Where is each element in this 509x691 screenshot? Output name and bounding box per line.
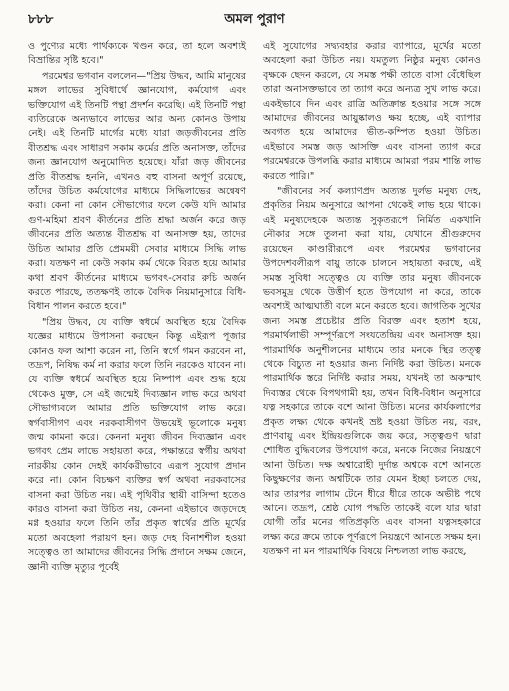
right-column (263, 40, 481, 560)
running-title: অমল পুরাণ (224, 12, 285, 27)
paragraph: ও পুণ্যের মধ্যে পার্থক্যকে খণ্ডন করে, তা হলে অবশ্যই বিভ্রান্তির সৃষ্টি হবে।" (28, 41, 246, 67)
left-column (28, 40, 246, 575)
paragraph: এই সুযোগের সদ্ব্যবহার করার ব্যাপারে, মূর্খের মতো অবহেলা করা উচিত নয়। যমতুল্য নিষ্ঠুর মনুষ্য কোনও বৃক্ষকে ছেদন করলে, যে সমস্ত পক্ষী তাতে বাসা বেঁধেছিল তারা অনাসক্তভাবে তা ত্যাগ করে অন্যত্র সুখ লাভ করে। একইভাবে দিন এবং রাত্রি অতিক্রান্ত হওয়ার সঙ্গে সঙ্গে আমাদের জীবনের আয়ুষ্কালও ক্ষয় হচ্ছে, এই ব্যাপার অবগত হয়ে আমাদের ভীত-কম্পিত হওয়া উচিত। এইভাবে সমস্ত জড় আসক্তি এবং বাসনা ত্যাগ করে পরমেশ্বরকে উপলব্ধি করার মাধ্যমে আমরা পরম শান্তি লাভ করতে পারি।" (263, 41, 481, 182)
paragraph: "প্রিয় উদ্ধব, যে ব্যক্তি স্বধর্মে অবস্থিত হয়ে বৈদিক যজ্ঞের মাধ্যমে উপাসনা করছেন কিন্তু এইরূপ পূজার কোনও ফল আশা করেন না, তিনি স্বর্গে গমন করবেন না, তদ্রূপ, নিষিদ্ধ কর্ম না করার ফলে তিনি নরকেও যাবেন না। যে ব্যক্তি স্বধর্মে অবস্থিত হয়ে নিষ্পাপ এবং শুদ্ধ হয়ে থেকেও মুক্ত, সে এই জন্মেই দিব্যজ্ঞান লাভ করে অথবা সৌভাগ্যবলে আমার প্রতি ভক্তিযোগ লাভ করে। স্বর্গবাসীগণ এবং নরকবাসীগণ উভয়েই ভূলোকে মনুষ্য জন্ম কামনা করে। কেননা মনুষ্য জীবন দিব্যজ্ঞান এবং ভগবৎ প্রেম লাভে সহায়তা করে, পক্ষান্তরে স্বর্গীয় অথবা নারকীয় কোন দেহই কার্যকরীভাবে এরূপ সুযোগ প্রদান করে না। কোন বিচক্ষণ ব্যক্তির স্বর্গ অথবা নরকবাসের বাসনা করা উচিত নয়। এই পৃথিবীর স্থায়ী বাসিন্দা হতেও কারও বাসনা করা উচিত নয়, কেননা এইভাবে জড়দেহে মগ্ন হওয়ার ফলে তিনি তাঁর প্রকৃত স্বার্থের প্রতি মূর্খের মতো অবহেলা পরায়ণ হন। জড় দেহ বিনাশশীল হওয়া সত্ত্বেও তা আমাদের জীবনের সিদ্ধি প্রদানে সক্ষম জেনে, জ্ঞানী ব্যক্তি মৃত্যুর পূর্বেই (28, 316, 246, 573)
paragraph: "জীবনের সর্ব কল্যাণপ্রদ অত্যন্ত দুর্লভ মনুষ্য দেহ, প্রকৃতির নিয়ম অনুসারে আপনা থেকেই লাভ হয়ে থাকে। এই মনুষ্যদেহকে অত্যন্ত সুকৃতরূপে নির্মিত একখানি নৌকার সঙ্গে তুলনা করা যায়, যেখানে শ্রীগুরুদেব রয়েছেন কাণ্ডারীরূপে এবং পরমেশ্বর ভগবানের উপদেশবলীরূপ বায়ু তাকে চালনে সহায়তা করছে, এই সমস্ত সুবিধা সত্ত্বেও যে ব্যক্তি তার মনুষ্য জীবনকে ভবসমুদ্র থেকে উত্তীর্ণ হতে উপযোগ না করে, তাকে অবশ্যই আত্মঘাতী বলে মনে করতে হবে। জাগতিক সুখের জন্য সমস্ত প্রচেষ্টার প্রতি বিরক্ত এবং হতাশ হয়ে, পরমার্থলাভী সম্পূর্ণরূপে সংযতেন্দ্রিয় এবং অনাসক্ত হয়। পারমার্থিক অনুশীলনের মাধ্যমে তার মনকে স্থির তত্ত্ব থেকে বিচ্যুত না হওয়ার জন্য নির্দিষ্ট করা উচিত। মনকে পারমার্থিক স্তরে নির্দিষ্ট করার সময়, যখনই তা অকস্মাৎ দিব্যস্তর থেকে বিপথগামী হয়, তখন বিধি-বিধান অনুসারে যত্ন সহকারে তাকে বশে আনা উচিত। মনের কার্যকলাপের প্রকৃত লক্ষ্য থেকে কখনই ভ্রষ্ট হওয়া উচিত নয়, বরং, প্রাণবায়ু এবং ইন্দ্রিয়গুলিকে জয় করে, সত্ত্বগুণ দ্বারা শোধিত বুদ্ধিবলের উপযোগ করে, মনকে নিজের নিয়ন্ত্রণে আনা উচিত। দক্ষ অশ্বারোহী দুর্দান্ত অশ্বকে বশে আনতে কিছুক্ষণের জন্য অশ্বটিকে তার যেমন ইচ্ছা চলতে দেয়, আর তারপর লাগাম টেনে ধীরে ধীরে তাকে অভীষ্ট পথে আনে। তদ্রূপ, শ্রেষ্ঠ যোগ পদ্ধতি তাকেই বলে যার দ্বারা যোগী তাঁর মনের গতিপ্রকৃতি এবং বাসনা যত্নসহকারে লক্ষ্য করে ক্রমে তাকে পূর্ণরূপে নিয়ন্ত্রণে আনতে সক্ষম হন। যতক্ষণ না মন পারমার্থিক বিষয়ে নিশ্চলতা লাভ করছে, (263, 186, 481, 558)
page-number: ৮৮৮ (28, 12, 54, 27)
page-header (28, 10, 481, 30)
paragraph: পরমেশ্বর ভগবান বললেন—"প্রিয় উদ্ধব, আমি মানুষের মঙ্গল লাভের সুবিধার্থে জ্ঞানযোগ, কর্মযোগ এবং ভক্তিযোগ এই তিনটি পন্থা প্রদর্শন করেছি। এই তিনটি পন্থা ব্যতিরেকে অন্যভাবে লাভের আর অন্য কোনও উপায় নেই। এই তিনটি মার্গের মধ্যে যারা জড়জীবনের প্রতি বীতশ্রদ্ধ এবং সাধারণ সকাম কর্মের প্রতি অনাসক্ত, তাঁদের জন্য জ্ঞানযোগ অনুমোদিত হয়েছে। যাঁরা জড় জীবনের প্রতি বীতশ্রদ্ধ হননি, এখনও বহু বাসনা অপূর্ণ রয়েছে, তাঁদের উচিত কর্মযোগের মাধ্যমে সিদ্ধিলাভের অন্বেষণ করা। কেনা না কোন সৌভাগ্যের ফলে কেউ যদি আমার গুণ-মহিমা শ্রবণ কীর্তনের প্রতি শ্রদ্ধা অর্জন করে জড় জীবনের প্রতি অত্যন্ত বীতশ্রদ্ধ বা অনাসক্ত হয়, তাদের উচিত আমার প্রতি প্রেমময়ী সেবার মাধ্যমে সিদ্ধি লাভ করা। যতক্ষণ না কেউ সকাম কর্ম থেকে বিরত হয়ে আমার কথা শ্রবণ কীর্তনের মাধ্যমে ভগবৎ-সেবার রুচি অর্জন করতে পারছে, ততক্ষণই তাকে বৈদিক নিয়মানুসারে বিধি-বিধান পালন করতে হবে।" (28, 70, 246, 313)
